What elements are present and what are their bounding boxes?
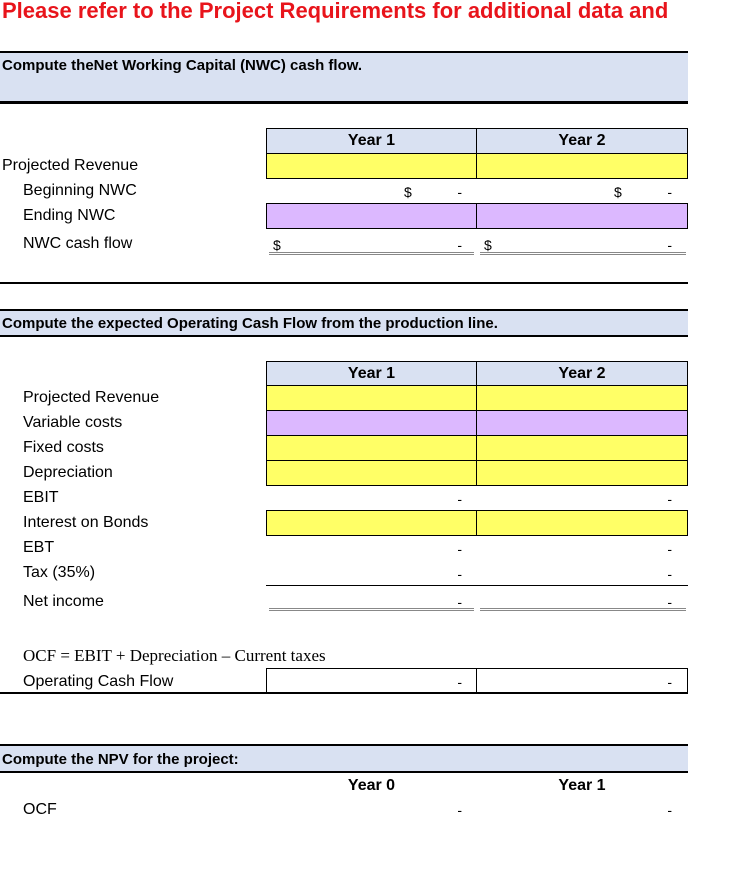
divider	[0, 101, 688, 104]
nwc-ending-year2-input[interactable]	[476, 203, 688, 229]
npv-col-year1-label: Year 1	[558, 777, 606, 794]
double-underline	[480, 608, 686, 611]
double-underline	[480, 252, 686, 255]
double-underline	[269, 608, 474, 611]
nwc-row-beginning: Beginning NWC	[23, 182, 137, 199]
nwc-section-header	[0, 51, 688, 103]
ocf-interest-year1-input[interactable]	[266, 510, 477, 536]
nwc-cash-flow-year2-value: -	[667, 237, 672, 253]
double-underline	[269, 252, 474, 255]
ocf-row-tax: Tax (35%)	[23, 564, 96, 581]
ocf-row-variable-costs: Variable costs	[23, 414, 123, 431]
nwc-cash-flow-year1-value: -	[457, 237, 462, 253]
ocf-depreciation-year1-input[interactable]	[266, 460, 477, 486]
ocf-row-ebt: EBT	[23, 539, 55, 556]
ocf-col-year1-label: Year 1	[347, 365, 396, 382]
ocf-operating-cash-flow-year2-cell[interactable]	[476, 668, 688, 694]
nwc-ending-year1-input[interactable]	[266, 203, 477, 229]
ocf-fixed-costs-year1-input[interactable]	[266, 435, 477, 461]
subtotal-line	[266, 585, 688, 586]
nwc-col-header-year1	[266, 128, 477, 154]
currency-symbol: $	[404, 184, 412, 200]
ocf-heading: Compute the expected Operating Cash Flow from the production line.	[2, 315, 498, 332]
ocf-projected-revenue-year2-input[interactable]	[476, 385, 688, 411]
divider	[0, 335, 688, 337]
divider	[0, 692, 688, 694]
nwc-projected-revenue-year1-input[interactable]	[266, 153, 477, 179]
nwc-beginning-year1-value: -	[457, 184, 462, 200]
ocf-row-depreciation: Depreciation	[23, 464, 113, 481]
ocf-fixed-costs-year2-input[interactable]	[476, 435, 688, 461]
page-title: Please refer to the Project Requirements for additional data and	[2, 0, 669, 23]
nwc-row-ending: Ending NWC	[23, 207, 116, 224]
nwc-heading: Compute theNet Working Capital (NWC) cash flow.	[2, 57, 363, 74]
divider	[0, 282, 688, 284]
ocf-tax-year2-value: -	[667, 566, 672, 582]
nwc-col-header-year2	[476, 128, 688, 154]
npv-heading: Compute the NPV for the project:	[2, 751, 239, 768]
nwc-col-year1-label: Year 1	[347, 132, 396, 149]
nwc-beginning-year2-value: -	[667, 184, 672, 200]
ocf-row-net-income: Net income	[23, 593, 104, 610]
ocf-section-header	[0, 309, 688, 336]
ocf-net-income-year2-value: -	[667, 594, 672, 610]
divider	[0, 309, 688, 311]
ocf-row-interest: Interest on Bonds	[23, 514, 149, 531]
ocf-formula: OCF = EBIT + Depreciation – Current taxes	[23, 646, 326, 665]
ocf-depreciation-year2-input[interactable]	[476, 460, 688, 486]
ocf-interest-year2-input[interactable]	[476, 510, 688, 536]
nwc-row-projected-revenue: Projected Revenue	[2, 157, 139, 174]
nwc-projected-revenue-year2-input[interactable]	[476, 153, 688, 179]
nwc-row-cash-flow: NWC cash flow	[23, 235, 133, 252]
npv-col-year0-label: Year 0	[347, 777, 396, 794]
ocf-col-year2-label: Year 2	[558, 365, 606, 382]
currency-symbol: $	[484, 237, 492, 253]
ocf-ebit-year2-value: -	[667, 491, 672, 507]
npv-row-ocf: OCF	[23, 801, 57, 818]
currency-symbol: $	[614, 184, 622, 200]
divider	[0, 771, 688, 773]
ocf-net-income-year1-value: -	[457, 594, 462, 610]
divider	[0, 51, 688, 53]
npv-ocf-year1-value: -	[667, 802, 672, 818]
ocf-row-ebit: EBIT	[23, 489, 59, 506]
ocf-row-fixed-costs: Fixed costs	[23, 439, 104, 456]
ocf-operating-cash-flow-year1-value: -	[457, 674, 462, 690]
nwc-col-year2-label: Year 2	[558, 132, 606, 149]
ocf-ebt-year2-value: -	[667, 541, 672, 557]
ocf-operating-cash-flow-year1-cell[interactable]	[266, 668, 477, 694]
currency-symbol: $	[273, 237, 281, 253]
npv-section-header	[0, 745, 688, 773]
ocf-variable-costs-year1-input[interactable]	[266, 410, 477, 436]
ocf-tax-year1-value: -	[457, 566, 462, 582]
ocf-row-projected-revenue: Projected Revenue	[23, 389, 160, 406]
divider	[0, 744, 688, 746]
ocf-operating-cash-flow-year2-value: -	[667, 674, 672, 690]
ocf-variable-costs-year2-input[interactable]	[476, 410, 688, 436]
ocf-col-header-year2	[476, 361, 688, 386]
ocf-ebt-year1-value: -	[457, 541, 462, 557]
ocf-projected-revenue-year1-input[interactable]	[266, 385, 477, 411]
ocf-col-header-year1	[266, 361, 477, 386]
npv-ocf-year0-value: -	[457, 802, 462, 818]
ocf-ebit-year1-value: -	[457, 491, 462, 507]
ocf-row-operating-cash-flow: Operating Cash Flow	[23, 673, 174, 690]
